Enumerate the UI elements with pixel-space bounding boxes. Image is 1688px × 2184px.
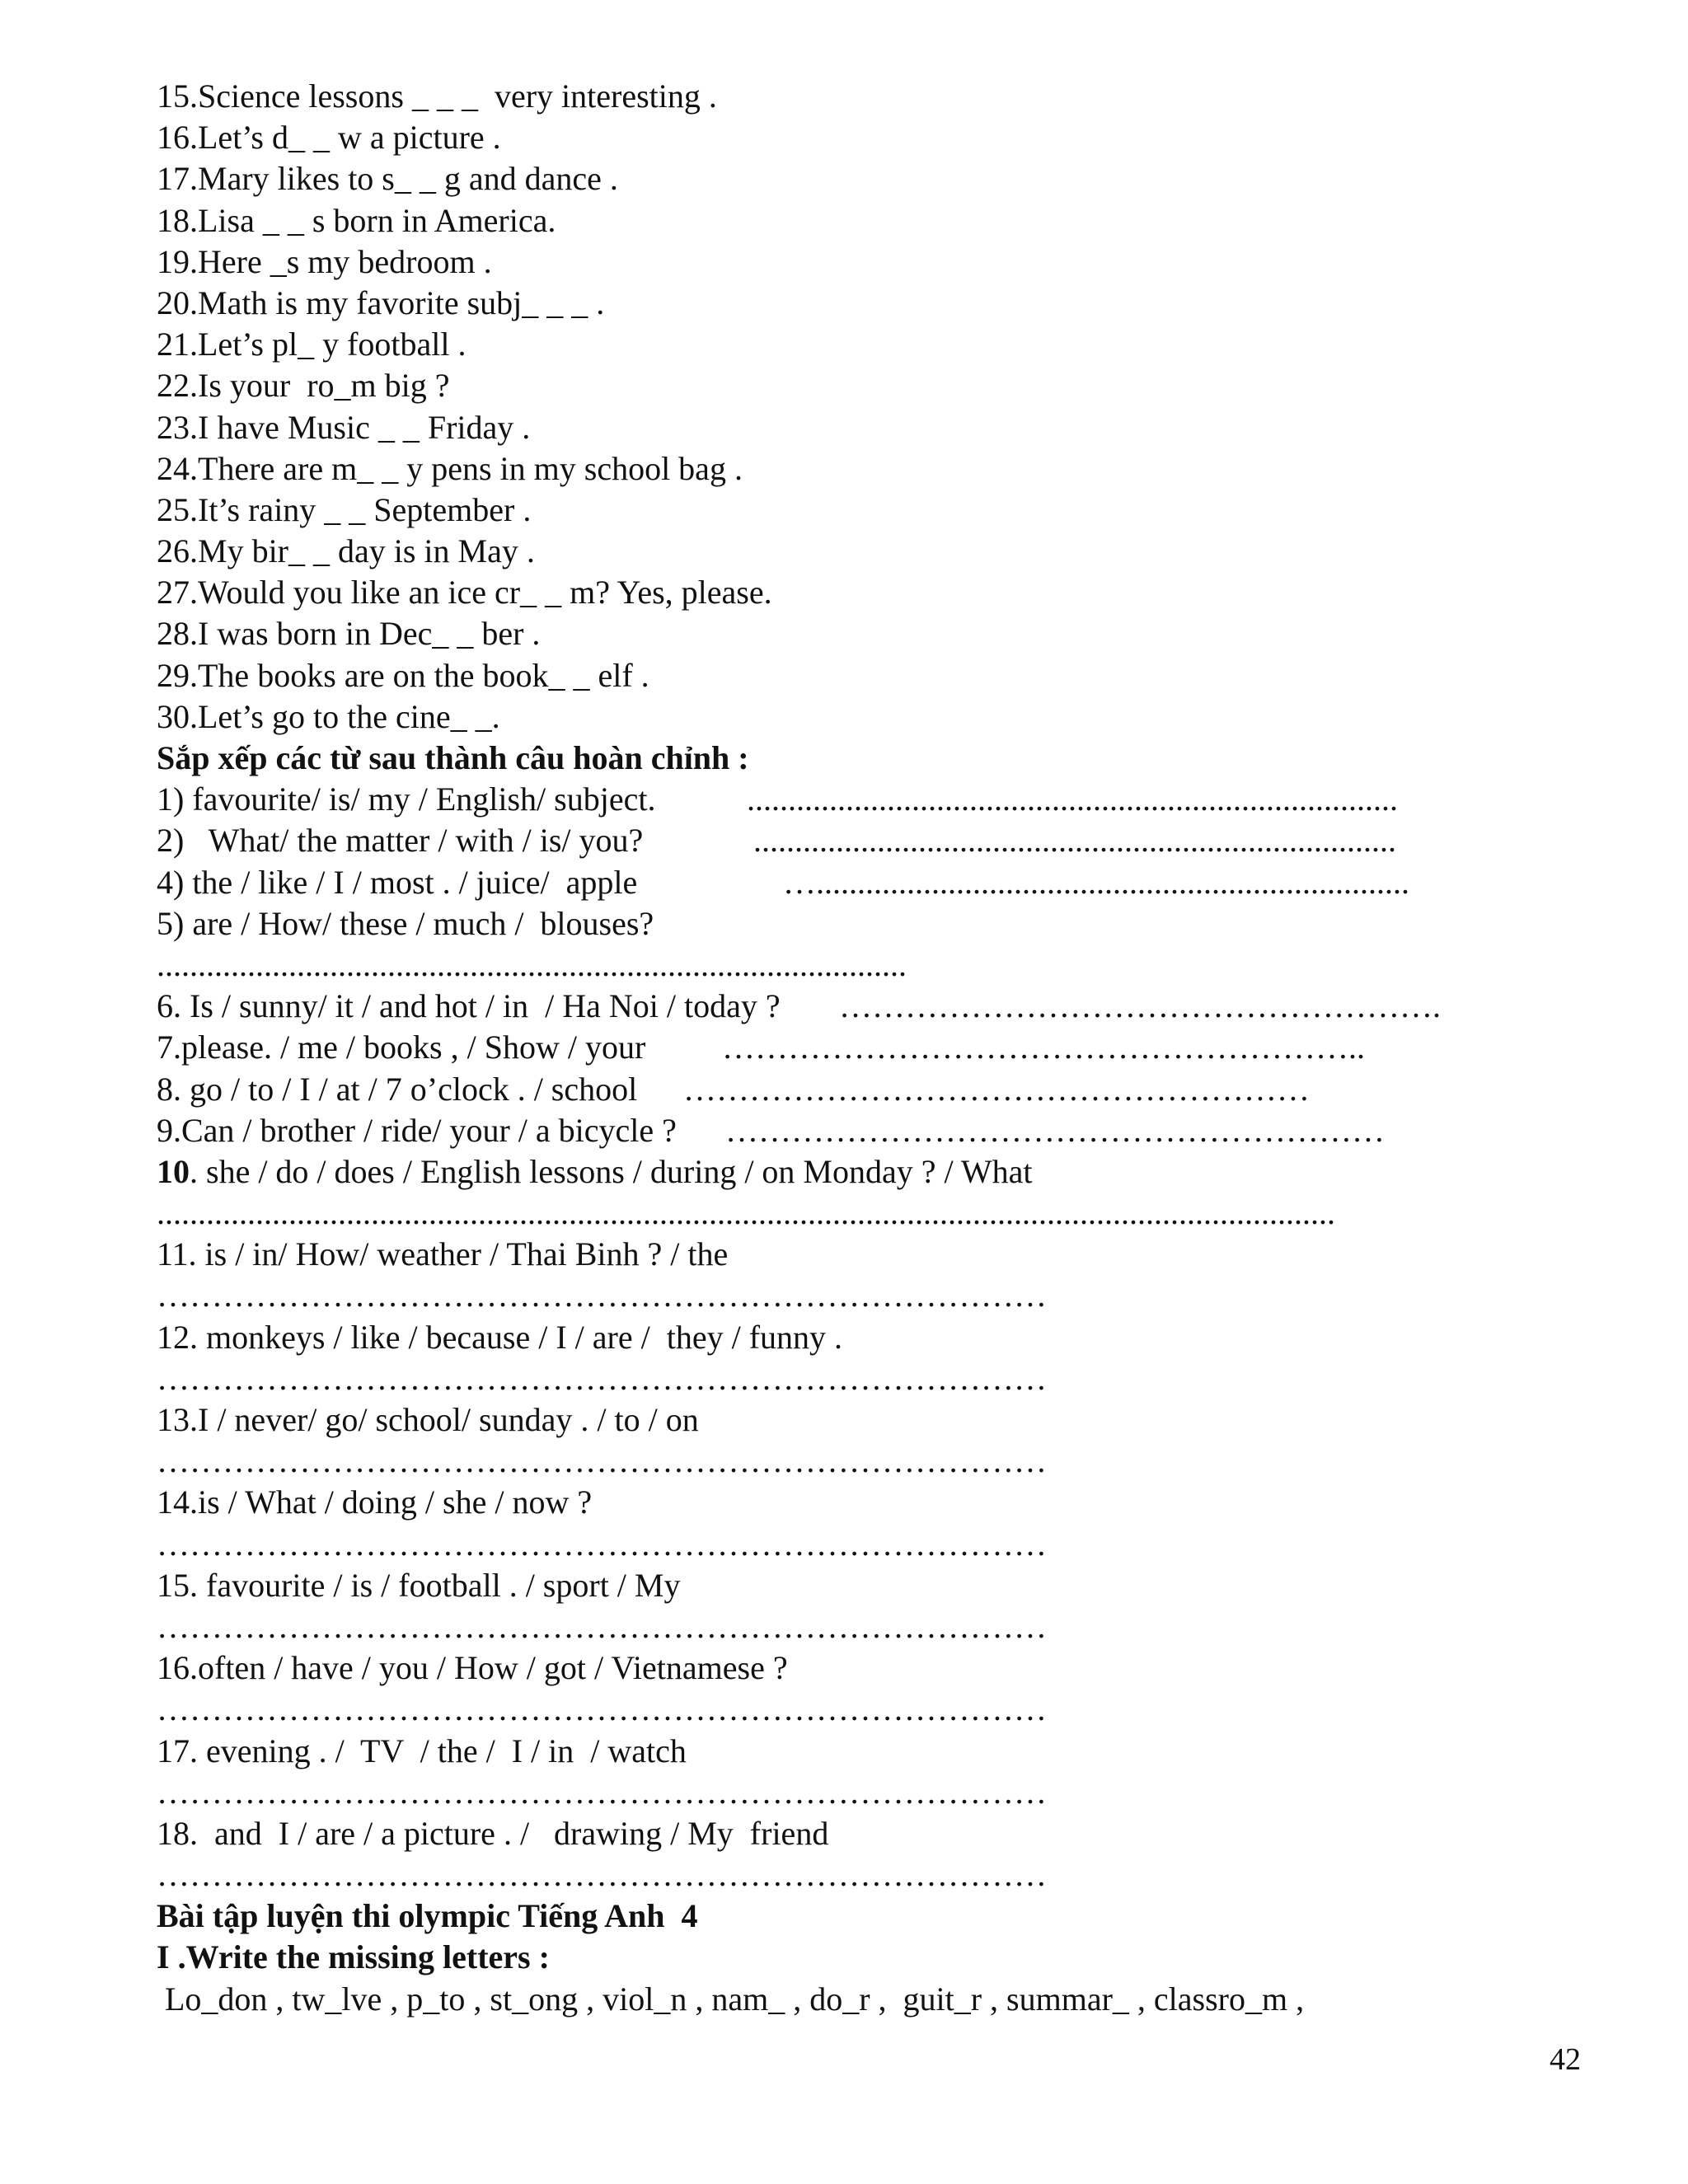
- arrange-question: 16.often / have / you / How / got / Vietnamese ?: [157, 1649, 788, 1687]
- arrange-item: [157, 862, 1541, 903]
- arrange-question: 8. go / to / I / at / 7 o’clock . / school: [157, 1070, 638, 1108]
- answer-line: ...............................................................................: [747, 780, 1398, 818]
- arrange-question-text: . she / do / does / English lessons / during / on Monday ? / What: [190, 1152, 1033, 1190]
- answer-line: ………………………………………………………………………: [157, 1525, 1047, 1563]
- exercise-line: 19.Here _s my bedroom .: [157, 242, 492, 280]
- answer-line: ……………………………………………….: [839, 987, 1441, 1025]
- arrange-question: 5) are / How/ these / much / blouses?: [157, 904, 654, 942]
- arrange-question: 18. and I / are / a picture . / drawing / My friend: [157, 1814, 829, 1852]
- arrange-question: 9.Can / brother / ride/ your / a bicycle ?: [157, 1111, 685, 1149]
- answer-line: ………………………………………………………………………: [157, 1773, 1047, 1811]
- arrange-question: 7.please. / me / books , / Show / your: [157, 1029, 646, 1066]
- arrange-question: 11. is / in/ How/ weather / Thai Binh ? / the: [157, 1235, 729, 1273]
- exercise-line: 29.The books are on the book_ _ elf .: [157, 656, 649, 694]
- section-heading-olympic: Bài tập luyện thi olympic Tiếng Anh 4: [157, 1897, 698, 1935]
- arrange-question: 13.I / never/ go/ school/ sunday . / to / on: [157, 1401, 699, 1438]
- exercise-line: 17.Mary likes to s_ _ g and dance .: [157, 160, 618, 198]
- exercise-line: 23.I have Music _ _ Friday .: [157, 408, 531, 446]
- arrange-question: 12. monkeys / like / because / I / are / they / funny .: [157, 1318, 843, 1356]
- exercise-line: 22.Is your ro_m big ?: [157, 367, 450, 405]
- answer-line: ………………………………………………………………………: [157, 1856, 1047, 1894]
- section-heading-missing-letters: I .Write the missing letters :: [157, 1938, 550, 1976]
- exercise-line: 30.Let’s go to the cine_ _.: [157, 697, 500, 735]
- answer-line: ...............................................................................................................................................: [157, 1194, 1335, 1232]
- exercise-line: 20.Math is my favorite subj_ _ _ .: [157, 284, 605, 321]
- arrange-question: 1) favourite/ is/ my / English/ subject.: [157, 780, 656, 818]
- exercise-line: 18.Lisa _ _ s born in America.: [157, 201, 556, 239]
- fill-letters-list: [157, 76, 1541, 738]
- answer-line: ………………………………………………………………………: [157, 1277, 1047, 1315]
- missing-letters-words: Lo_don , tw_lve , p_to , st_ong , viol_n , nam_ , do_r , guit_r , summar_ , classro_m ,: [157, 1980, 1305, 2018]
- exercise-line: 16.Let’s d_ _ w a picture .: [157, 119, 501, 157]
- arrange-question: 6. Is / sunny/ it / and hot / in / Ha Noi / today ?: [157, 987, 789, 1025]
- answer-line: ………………………………………………………………………: [157, 1607, 1047, 1645]
- answer-line: …………………………………………………..: [722, 1029, 1365, 1066]
- arrange-item: [157, 820, 1541, 861]
- arrange-question: 17. evening . / TV / the / I / in / watch: [157, 1732, 687, 1769]
- arrange-item: [157, 779, 1541, 820]
- answer-line: ………………………………………………………………………: [157, 1359, 1047, 1397]
- answer-line: ...........................................................................................: [157, 945, 907, 983]
- answer-line: …………………………………………………: [683, 1070, 1310, 1108]
- arrange-item: [157, 1027, 1541, 1068]
- answer-line: …........................................................................: [783, 863, 1409, 901]
- exercise-line: 27.Would you like an ice cr_ _ m? Yes, please.: [157, 574, 772, 612]
- arrange-item: [157, 1110, 1541, 1151]
- exercise-line: 26.My bir_ _ day is in May .: [157, 532, 535, 570]
- arrange-question: 2) What/ the matter / with / is/ you?: [157, 822, 644, 860]
- answer-line: ………………………………………………………………………: [157, 1442, 1047, 1480]
- answer-line: ……………………………………………………: [725, 1111, 1385, 1149]
- exercise-line: 15.Science lessons _ _ _ very interesting .: [157, 77, 717, 115]
- exercise-line: 24.There are m_ _ y pens in my school bag .: [157, 449, 743, 487]
- worksheet-content: [157, 76, 1541, 2020]
- exercise-line: 25.It’s rainy _ _ September .: [157, 490, 532, 528]
- exercise-line: 21.Let’s pl_ y football .: [157, 326, 467, 363]
- arrange-question: [157, 1151, 1541, 1193]
- item-number: 10: [157, 1152, 190, 1190]
- section-heading-arrange: Sắp xếp các từ sau thành câu hoàn chỉnh :: [157, 739, 749, 776]
- arrange-question: 4) the / like / I / most . / juice/ apple: [157, 863, 638, 901]
- arrange-question: 14.is / What / doing / she / now ?: [157, 1483, 593, 1521]
- exercise-line: 28.I was born in Dec_ _ ber .: [157, 615, 541, 653]
- arrange-item: [157, 986, 1541, 1027]
- arrange-item: [157, 1069, 1541, 1110]
- answer-line: ..............................................................................: [753, 822, 1396, 860]
- answer-line: ………………………………………………………………………: [157, 1690, 1047, 1728]
- arrange-question: 15. favourite / is / football . / sport / My: [157, 1566, 681, 1604]
- page-number: 42: [1550, 2042, 1581, 2077]
